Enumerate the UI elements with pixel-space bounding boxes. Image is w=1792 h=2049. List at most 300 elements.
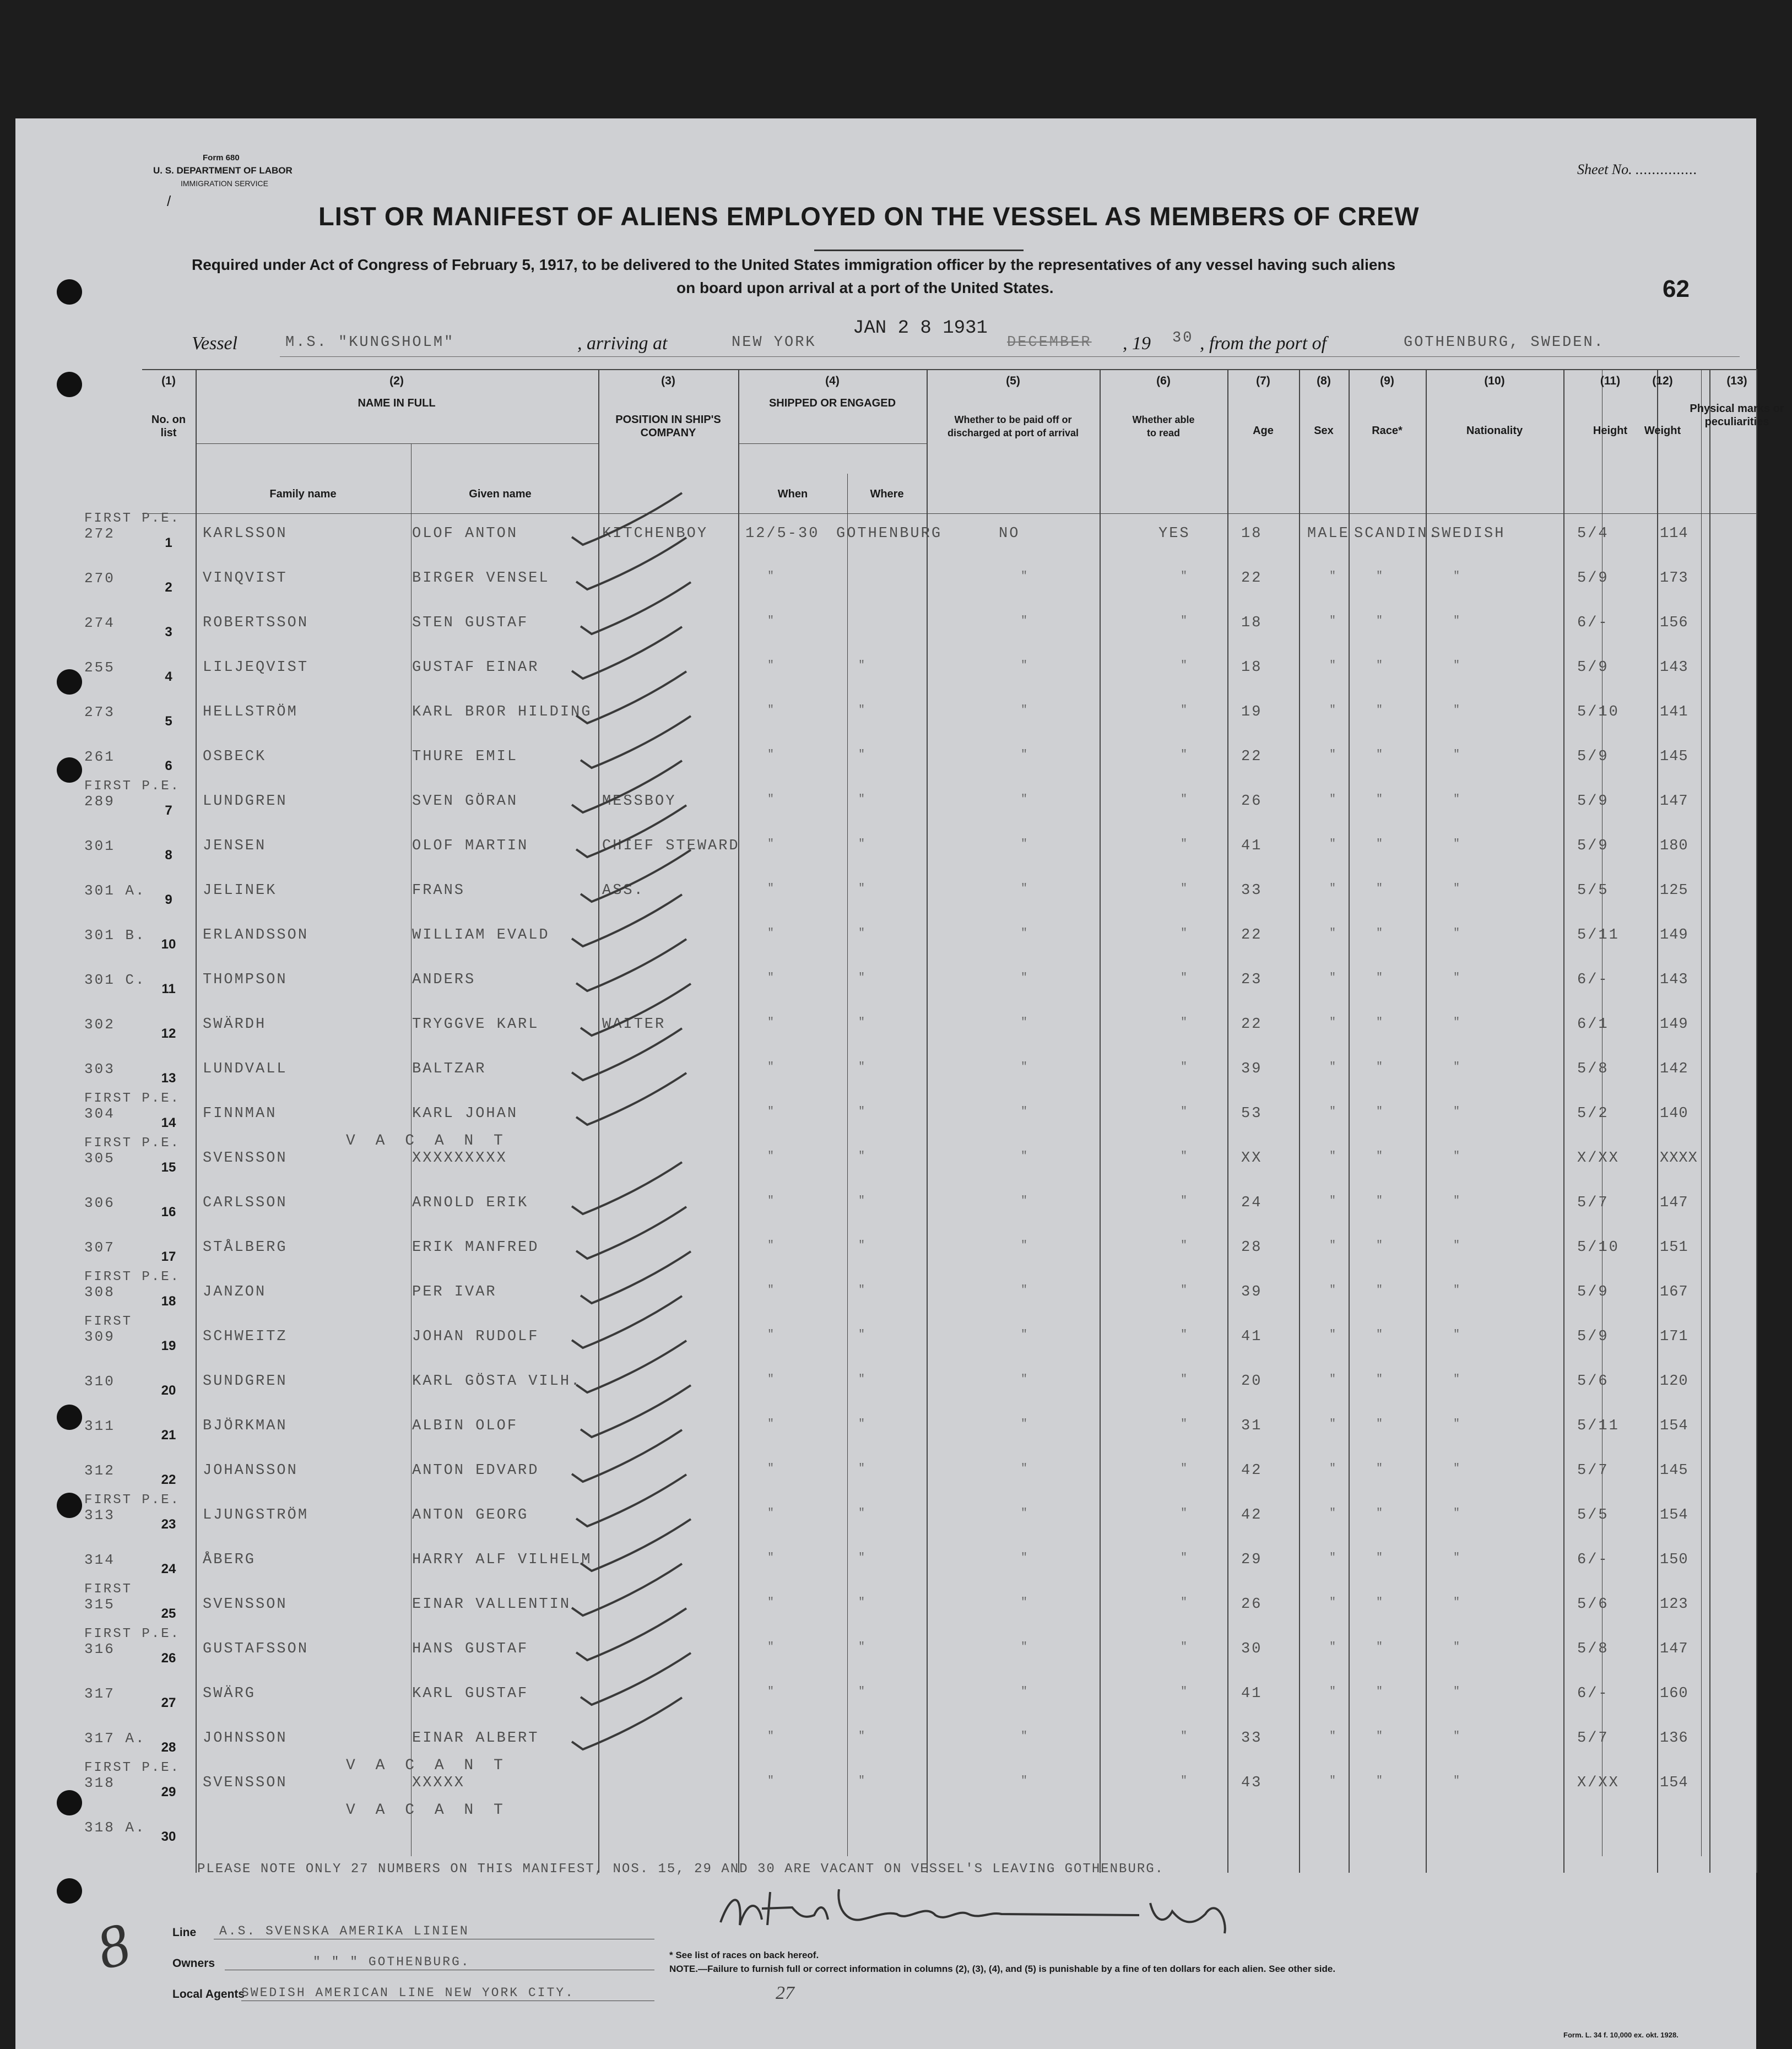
column-rule <box>598 369 599 1873</box>
check-mark <box>572 895 682 946</box>
cell-nat: " <box>1453 749 1460 761</box>
cell-weight: 147 <box>1660 793 1688 810</box>
column-rule <box>1756 369 1757 1873</box>
cell-sex: " <box>1329 749 1336 761</box>
book-number: 313 <box>84 1507 115 1524</box>
cell-paid: " <box>1021 1329 1028 1341</box>
book-number: 301 A. <box>84 882 146 899</box>
cell-given: GUSTAF EINAR <box>412 659 539 676</box>
cell-family: LJUNGSTRÖM <box>203 1507 309 1524</box>
column-number: (11) <box>1600 375 1621 387</box>
cell-race: " <box>1376 1239 1383 1252</box>
cell-weight: 147 <box>1660 1641 1688 1657</box>
sheet-label-text: Sheet No. <box>1577 161 1632 177</box>
cell-sex: " <box>1329 1462 1336 1475</box>
cell-weight: 143 <box>1660 972 1688 988</box>
cell-family: LUNDGREN <box>203 793 288 810</box>
cell-height: 5/9 <box>1577 749 1609 765</box>
row-number: 5 <box>165 714 172 729</box>
check-mark <box>576 1073 686 1125</box>
hand-count: 8 <box>90 1909 137 1983</box>
cell-nat: " <box>1453 1239 1460 1252</box>
cell-age: 18 <box>1241 525 1263 542</box>
cell-family: SCHWEITZ <box>203 1329 288 1345</box>
cell-sex: " <box>1329 1373 1336 1386</box>
cell-nat: SWEDISH <box>1431 525 1506 542</box>
column-rule <box>196 369 197 1873</box>
cell-sex: " <box>1329 1150 1336 1163</box>
cell-where: " <box>858 1329 865 1341</box>
race-note: * See list of races on back hereof. <box>669 1950 819 1960</box>
cell-age: 39 <box>1241 1284 1263 1300</box>
row-number: 11 <box>161 982 176 996</box>
row-number: 19 <box>161 1338 176 1353</box>
column-number: (4) <box>825 375 840 387</box>
cell-family: SUNDGREN <box>203 1373 288 1390</box>
row-number: 16 <box>161 1205 176 1219</box>
cell-paid: " <box>1021 972 1028 984</box>
cell-family: KARLSSON <box>203 525 288 542</box>
cell-race: " <box>1376 927 1383 940</box>
cell-age: 23 <box>1241 972 1263 988</box>
cell-paid: " <box>1021 927 1028 940</box>
check-mark <box>572 1028 682 1080</box>
cell-where: " <box>858 1596 865 1609</box>
cell-age: XX <box>1241 1150 1263 1167</box>
cell-race: " <box>1376 749 1383 761</box>
cell-race: " <box>1376 972 1383 984</box>
cell-height: 5/11 <box>1577 927 1620 944</box>
first-pe-mark: FIRST <box>84 1582 133 1597</box>
cell-given: KARL BROR HILDING <box>412 704 592 720</box>
cell-where: " <box>858 1239 865 1252</box>
cell-read: YES <box>1158 525 1190 542</box>
cell-race: " <box>1376 1418 1383 1430</box>
cell-where: " <box>858 1105 865 1118</box>
column-header: Age <box>1253 425 1274 437</box>
cell-when: " <box>767 1596 775 1609</box>
row-number: 1 <box>165 535 172 550</box>
column-number: (13) <box>1726 375 1747 387</box>
cell-paid: " <box>1021 1016 1028 1029</box>
cell-where: " <box>858 1685 865 1698</box>
line-value: A.S. SVENSKA AMERIKA LINIEN <box>219 1924 469 1938</box>
hand-27: 27 <box>776 1983 794 2003</box>
cell-when: " <box>767 1329 775 1341</box>
cell-sex: " <box>1329 1239 1336 1252</box>
cell-given: ANDERS <box>412 972 476 988</box>
cell-race: " <box>1376 882 1383 895</box>
cell-family: STÅLBERG <box>203 1239 288 1256</box>
check-mark <box>572 1698 682 1749</box>
cell-sex: " <box>1329 1507 1336 1520</box>
first-pe-mark: FIRST P.E. <box>84 1136 181 1151</box>
first-pe-mark: FIRST P.E. <box>84 779 181 794</box>
header-rule <box>738 443 927 444</box>
line-label: Line <box>172 1926 197 1939</box>
row-number: 7 <box>165 803 172 818</box>
cell-paid: " <box>1021 1373 1028 1386</box>
form-code: Form. L. 34 f. 10,000 ex. okt. 1928. <box>1563 2031 1679 2039</box>
cell-family: OSBECK <box>203 749 267 765</box>
book-number: 316 <box>84 1641 115 1657</box>
cell-read: " <box>1181 1061 1188 1074</box>
cell-race: SCANDIN. <box>1354 525 1439 542</box>
cell-sex: " <box>1329 659 1336 672</box>
cell-age: 33 <box>1241 1730 1263 1747</box>
punch-hole <box>57 279 82 305</box>
check-mark <box>581 1251 691 1303</box>
book-number: 318 <box>84 1775 115 1791</box>
cell-paid: " <box>1021 1730 1028 1743</box>
cell-weight: 147 <box>1660 1195 1688 1211</box>
service: IMMIGRATION SERVICE <box>181 179 268 188</box>
cell-nat: " <box>1453 927 1460 940</box>
cell-nat: " <box>1453 570 1460 583</box>
cell-read: " <box>1181 793 1188 806</box>
first-pe-mark: FIRST P.E. <box>84 1091 181 1106</box>
cell-family: ÅBERG <box>203 1552 256 1568</box>
penalty-note: NOTE.—Failure to furnish full or correct information in columns (2), (3), (4), and (5) is punishable by a fine of ten dollars for each alien. See other side. <box>669 1964 1336 1974</box>
column-rule <box>1100 369 1101 1873</box>
cell-when: " <box>767 749 775 761</box>
cell-weight: 141 <box>1660 704 1688 720</box>
cell-age: 33 <box>1241 882 1263 899</box>
cell-age: 41 <box>1241 838 1263 854</box>
cell-nat: " <box>1453 1552 1460 1564</box>
header-rule <box>196 443 598 444</box>
cell-nat: " <box>1453 1016 1460 1029</box>
cell-nat: " <box>1453 1730 1460 1743</box>
cell-given: ANTON EDVARD <box>412 1462 539 1479</box>
cell-family: JENSEN <box>203 838 267 854</box>
cell-race: " <box>1376 570 1383 583</box>
cell-read: " <box>1181 1596 1188 1609</box>
row-number: 9 <box>165 892 172 907</box>
cell-given: HANS GUSTAF <box>412 1641 529 1657</box>
cell-race: " <box>1376 1195 1383 1207</box>
cell-when: " <box>767 1552 775 1564</box>
cell-nat: " <box>1453 1775 1460 1787</box>
cell-height: 5/9 <box>1577 570 1609 587</box>
cell-age: 28 <box>1241 1239 1263 1256</box>
cell-race: " <box>1376 1150 1383 1163</box>
cell-family: SWÄRDH <box>203 1016 267 1033</box>
vessel-label: Vessel <box>192 333 238 354</box>
row-number: 21 <box>161 1428 176 1443</box>
cell-weight: XXXX <box>1660 1150 1698 1167</box>
crew-table <box>15 369 1784 1977</box>
cell-paid: " <box>1021 570 1028 583</box>
column-number: (3) <box>661 375 675 387</box>
cell-read: " <box>1181 1016 1188 1029</box>
subtitle-1: Required under Act of Congress of February 5, 1917, to be delivered to the United States immigration officer by the representatives of any vessel having such aliens <box>192 256 1396 273</box>
cell-where: " <box>858 882 865 895</box>
book-number: 255 <box>84 659 115 676</box>
cell-read: " <box>1181 1150 1188 1163</box>
cell-when: " <box>767 793 775 806</box>
cell-age: 43 <box>1241 1775 1263 1791</box>
cell-when: " <box>767 1016 775 1029</box>
row-number: 30 <box>161 1829 176 1844</box>
cell-age: 18 <box>1241 615 1263 631</box>
row-number: 12 <box>161 1026 176 1041</box>
cell-nat: " <box>1453 1507 1460 1520</box>
cell-age: 42 <box>1241 1507 1263 1524</box>
cell-when: " <box>767 1641 775 1654</box>
cell-family: HELLSTRÖM <box>203 704 298 720</box>
check-mark <box>581 1519 691 1571</box>
cell-nat: " <box>1453 659 1460 672</box>
cell-given: KARL GÖSTA VILH. <box>412 1373 582 1390</box>
corner-mark: / <box>167 193 171 209</box>
cell-nat: " <box>1453 882 1460 895</box>
cell-sex: " <box>1329 793 1336 806</box>
book-number: 302 <box>84 1016 115 1033</box>
cell-weight: 167 <box>1660 1284 1688 1300</box>
cell-weight: 154 <box>1660 1775 1688 1791</box>
cell-height: 6/- <box>1577 1685 1609 1702</box>
column-number: (2) <box>389 375 404 387</box>
column-header: Weight <box>1644 425 1681 437</box>
column-header: Whether able to read <box>1132 414 1195 438</box>
cell-position: ASS. <box>602 882 645 899</box>
cell-race: " <box>1376 1730 1383 1743</box>
cell-paid: " <box>1021 1195 1028 1207</box>
cell-given: KARL JOHAN <box>412 1105 518 1122</box>
cell-paid: " <box>1021 1105 1028 1118</box>
date-stamp: JAN 2 8 1931 <box>853 318 988 339</box>
cell-age: 22 <box>1241 570 1263 587</box>
column-number: (8) <box>1317 375 1331 387</box>
column-rule <box>1227 369 1228 1873</box>
cell-nat: " <box>1453 1641 1460 1654</box>
cell-given: OLOF MARTIN <box>412 838 529 854</box>
row-number: 25 <box>161 1606 176 1621</box>
cell-height: 6/- <box>1577 972 1609 988</box>
cell-age: 22 <box>1241 927 1263 944</box>
cell-height: 5/5 <box>1577 882 1609 899</box>
cell-family: BJÖRKMAN <box>203 1418 288 1434</box>
cell-where: " <box>858 793 865 806</box>
cell-weight: 136 <box>1660 1730 1688 1747</box>
cell-weight: 149 <box>1660 1016 1688 1033</box>
cell-read: " <box>1181 1552 1188 1564</box>
cell-sex: " <box>1329 1552 1336 1564</box>
cell-age: 19 <box>1241 704 1263 720</box>
cell-weight: 123 <box>1660 1596 1688 1613</box>
check-mark <box>576 1207 686 1259</box>
department: U. S. DEPARTMENT OF LABOR <box>153 165 293 176</box>
cell-where: " <box>858 1552 865 1564</box>
book-number: 312 <box>84 1462 115 1479</box>
check-mark <box>576 538 686 589</box>
book-number: 301 <box>84 838 115 854</box>
cell-sex: " <box>1329 1596 1336 1609</box>
vessel-underline <box>280 356 1740 357</box>
cell-sex: " <box>1329 882 1336 895</box>
cell-read: " <box>1181 1507 1188 1520</box>
first-pe-mark: FIRST P.E. <box>84 511 181 526</box>
cell-where: " <box>858 749 865 761</box>
cell-age: 41 <box>1241 1329 1263 1345</box>
first-pe-mark: FIRST P.E. <box>84 1760 181 1775</box>
column-number: (10) <box>1484 375 1505 387</box>
cell-read: " <box>1181 927 1188 940</box>
cell-when: " <box>767 1284 775 1297</box>
cell-given: ALBIN OLOF <box>412 1418 518 1434</box>
cell-sex: " <box>1329 1284 1336 1297</box>
cell-family: FINNMAN <box>203 1105 277 1122</box>
cell-weight: 143 <box>1660 659 1688 676</box>
cell-when: " <box>767 1418 775 1430</box>
book-number: 274 <box>84 615 115 631</box>
cell-when: " <box>767 570 775 583</box>
cell-family: SWÄRG <box>203 1685 256 1702</box>
book-number: 304 <box>84 1105 115 1122</box>
row-number: 20 <box>161 1383 176 1398</box>
cell-family: ROBERTSSON <box>203 615 309 631</box>
check-mark <box>576 1475 686 1526</box>
cell-weight: 145 <box>1660 749 1688 765</box>
cell-where: " <box>858 1061 865 1074</box>
cell-race: " <box>1376 1061 1383 1074</box>
cell-nat: " <box>1453 1105 1460 1118</box>
cell-race: " <box>1376 704 1383 717</box>
cell-weight: 140 <box>1660 1105 1688 1122</box>
cell-paid: " <box>1021 615 1028 627</box>
cell-given: TRYGGVE KARL <box>412 1016 539 1033</box>
cell-when: " <box>767 972 775 984</box>
row-number: 27 <box>161 1695 176 1710</box>
first-pe-mark: FIRST <box>84 1314 133 1329</box>
cell-family: LILJEQVIST <box>203 659 309 676</box>
cell-weight: 120 <box>1660 1373 1688 1390</box>
column-header: Family name <box>269 488 337 500</box>
cell-weight: 145 <box>1660 1462 1688 1479</box>
cell-age: 20 <box>1241 1373 1263 1390</box>
cell-paid: " <box>1021 1552 1028 1564</box>
cell-where: " <box>858 1284 865 1297</box>
book-number: 305 <box>84 1150 115 1167</box>
cell-height: 5/2 <box>1577 1105 1609 1122</box>
cell-height: 5/9 <box>1577 659 1609 676</box>
cell-when: " <box>767 1195 775 1207</box>
cell-given: JOHAN RUDOLF <box>412 1329 539 1345</box>
cell-race: " <box>1376 1685 1383 1698</box>
book-number: 315 <box>84 1596 115 1613</box>
cell-read: " <box>1181 704 1188 717</box>
book-number: 310 <box>84 1373 115 1390</box>
cell-when: " <box>767 1730 775 1743</box>
row-number: 8 <box>165 848 172 863</box>
cell-where: " <box>858 1195 865 1207</box>
column-rule <box>411 443 412 1856</box>
row-number: 3 <box>165 625 172 639</box>
cell-weight: 156 <box>1660 615 1688 631</box>
check-mark <box>581 582 691 634</box>
cell-when: " <box>767 1462 775 1475</box>
cell-weight: 149 <box>1660 927 1688 944</box>
column-header: Nationality <box>1466 425 1523 437</box>
book-number: 301 B. <box>84 927 146 944</box>
cell-read: " <box>1181 1373 1188 1386</box>
cell-where: " <box>858 1418 865 1430</box>
column-rule <box>1657 369 1658 1873</box>
cell-nat: " <box>1453 793 1460 806</box>
cell-race: " <box>1376 1596 1383 1609</box>
cell-when: " <box>767 1373 775 1386</box>
cell-paid: " <box>1021 1507 1028 1520</box>
check-mark <box>576 1608 686 1660</box>
row-number: 2 <box>165 580 172 595</box>
cell-sex: " <box>1329 1418 1336 1430</box>
cell-read: " <box>1181 749 1188 761</box>
cell-when: " <box>767 838 775 850</box>
check-mark <box>572 627 682 679</box>
cell-where: " <box>858 927 865 940</box>
check-mark <box>572 1296 682 1348</box>
cell-weight: 154 <box>1660 1418 1688 1434</box>
cell-read: " <box>1181 838 1188 850</box>
cell-paid: " <box>1021 1685 1028 1698</box>
cell-sex: " <box>1329 1641 1336 1654</box>
cell-read: " <box>1181 1105 1188 1118</box>
row-number: 23 <box>161 1517 176 1532</box>
agents-label: Local Agents <box>172 1988 245 2001</box>
row-number: 4 <box>165 669 172 684</box>
column-header: Sex <box>1314 425 1334 437</box>
manifest-sheet <box>15 118 1784 2049</box>
cell-sex: " <box>1329 1105 1336 1118</box>
cell-weight: 151 <box>1660 1239 1688 1256</box>
cell-read: " <box>1181 615 1188 627</box>
cell-paid: " <box>1021 659 1028 672</box>
vacant-mark: V A C A N T <box>346 1757 508 1774</box>
cell-nat: " <box>1453 838 1460 850</box>
cell-read: " <box>1181 570 1188 583</box>
cell-given: FRANS <box>412 882 465 899</box>
cell-nat: " <box>1453 1150 1460 1163</box>
column-rule <box>1299 369 1300 1873</box>
cell-family: ERLANDSSON <box>203 927 309 944</box>
cell-sex: " <box>1329 1061 1336 1074</box>
column-rule <box>847 474 848 1856</box>
book-number: 314 <box>84 1552 115 1568</box>
cell-family: CARLSSON <box>203 1195 288 1211</box>
column-number: (7) <box>1256 375 1270 387</box>
cell-where: " <box>858 1507 865 1520</box>
cell-given: XXXXXXXXX <box>412 1150 507 1167</box>
column-number: (5) <box>1006 375 1020 387</box>
page-title: LIST OR MANIFEST OF ALIENS EMPLOYED ON THE VESSEL AS MEMBERS OF CREW <box>318 202 1420 231</box>
form-number: Form 680 <box>203 153 240 162</box>
cell-sex: " <box>1329 1685 1336 1698</box>
book-number: 309 <box>84 1329 115 1345</box>
cell-nat: " <box>1453 615 1460 627</box>
book-number: 317 <box>84 1685 115 1702</box>
column-header: Whether to be paid off or discharged at port of arrival <box>947 414 1079 438</box>
column-rule <box>1563 369 1564 1873</box>
cell-age: 42 <box>1241 1462 1263 1479</box>
cell-paid: " <box>1021 1462 1028 1475</box>
check-mark <box>572 1430 682 1482</box>
title-rule <box>814 250 1024 251</box>
cell-given: OLOF ANTON <box>412 525 518 542</box>
cell-weight: 180 <box>1660 838 1688 854</box>
cell-age: 39 <box>1241 1061 1263 1077</box>
cell-race: " <box>1376 1373 1383 1386</box>
